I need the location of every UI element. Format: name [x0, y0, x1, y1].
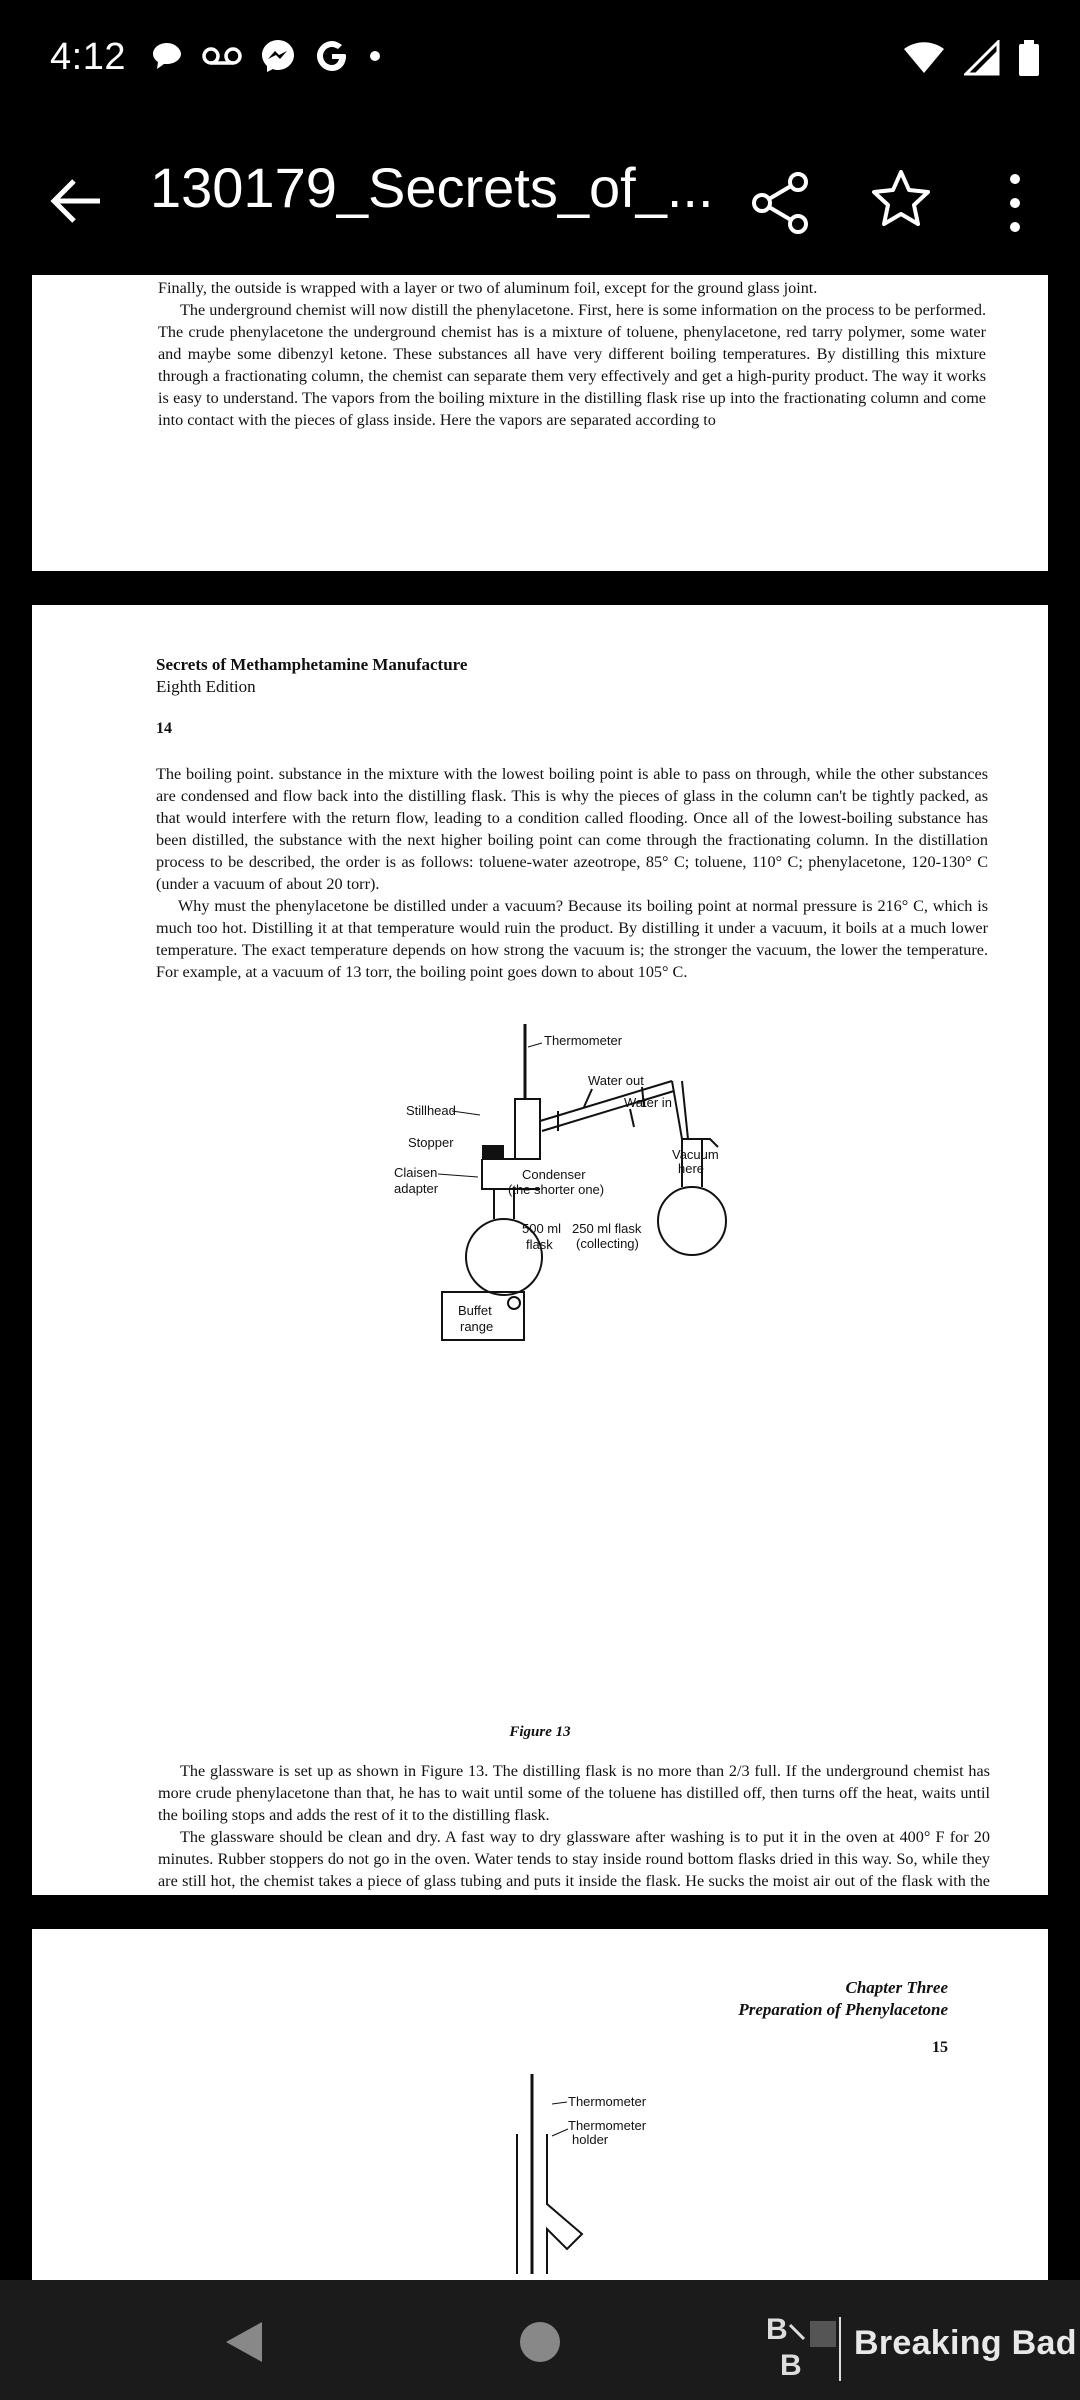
messenger-icon [260, 38, 296, 74]
pdf-page-15 [32, 1929, 1048, 2280]
label-thermometer: Thermometer [544, 1033, 623, 1048]
label-water-out: Water out [588, 1073, 644, 1088]
page-number: 14 [156, 720, 172, 737]
cell-signal-icon [964, 40, 1000, 76]
page-number: 15 [932, 2039, 948, 2056]
notification-icons [150, 38, 382, 74]
label-claisen: Claisen [394, 1165, 438, 1180]
label-vacuum: Vacuum [672, 1147, 719, 1162]
label-stillhead: Stillhead [406, 1103, 456, 1118]
pdf-page-14 [32, 605, 1048, 1895]
label-flask: flask [526, 1237, 553, 1252]
paragraph: Why must the phenylacetone be distilled under a vacuum? Because its boiling point at normal pressure is 216° C, which is much too hot. Distilling it at that temperature would ruin the product. By distilling it under a vacuum, it boils at a much lower temperature. The exact temperature depends on how strong the vacuum is; the stronger the vacuum, the lower the temperature. For example, at a vacuum of 13 torr, the boiling point goes down to about 105° C. [156, 897, 988, 981]
label-buffet: Buffet [458, 1303, 492, 1318]
more-vert-icon[interactable] [1000, 167, 1030, 239]
svg-text:B: B [780, 2349, 802, 2382]
system-icons [902, 40, 1040, 76]
distillation-apparatus-figure [382, 1019, 752, 1344]
label-holder-2: holder [572, 2132, 609, 2147]
label-here: here [678, 1161, 705, 1176]
app-bar [0, 125, 1080, 275]
label-collecting: (collecting) [576, 1236, 639, 1251]
back-triangle-icon[interactable] [222, 2320, 266, 2364]
page-text [158, 1760, 990, 1895]
chapter-number: Chapter Three [845, 1978, 948, 1997]
share-icon[interactable] [748, 170, 814, 236]
stillhead-thermometer-figure [472, 2074, 692, 2280]
status-bar [0, 0, 1080, 125]
paragraph: The underground chemist will now distill the phenylacetone. First, here is some information on the process to be performed. The crude phenylacetone the underground chemist has is a mixture of toluene, phenylacetone, red tarry polymer, some water and maybe some dibenzyl ketone. These substances all have very different boiling temperatures. By distilling this mixture through a fractionating column, the chemist can separate them very effectively and get a high-purity product. The way it works is easy to understand. The vapors from the boiling mixture in the distilling flask rise up into the fractionating column and come into contact with the pieces of glass inside. Here the vapors are separated according to [158, 301, 986, 429]
breaking-bad-logo-icon [764, 2303, 844, 2383]
label-condenser-note: (the shorter one) [508, 1182, 605, 1197]
document-title: 130179_Secrets_of_... [150, 156, 714, 219]
running-edition: Eighth Edition [156, 677, 256, 696]
home-circle-icon[interactable] [518, 2320, 562, 2364]
google-icon [314, 38, 350, 74]
pdf-page-13 [32, 275, 1048, 571]
label-stopper: Stopper [408, 1135, 454, 1150]
paragraph: The glassware should be clean and dry. A fast way to dry glassware after washing is to put it in the oven at 400° F for 20 minutes. Rubber stoppers do not go in the oven. Water tends to stay inside round bottom flasks dried in this way. So, while they are still hot, the chemist takes a piece of glass tubing and puts it inside the flask. He sucks the moist air out of the flask with the [158, 1828, 990, 1890]
watermark-text: Breaking Bad [854, 2323, 1077, 2362]
label-holder-1: Thermometer [568, 2118, 647, 2133]
dot-icon [368, 49, 382, 63]
label-water-in: Water in [624, 1095, 672, 1110]
paragraph: The glassware is set up as shown in Figure 13. The distilling flask is no more than 2/3 full. If the underground chemist has more crude phenylacetone than that, he has to wait until some of the toluene has distilled off, then turns off the heat, waits until the boiling stops and adds the rest of it to the distilling flask. [158, 1762, 990, 1824]
running-title: Secrets of Methamphetamine Manufacture [156, 655, 468, 674]
label-250ml: 250 ml flask [572, 1221, 642, 1236]
back-arrow-icon[interactable] [40, 165, 112, 237]
voicemail-icon [202, 44, 242, 68]
label-thermometer-c: Thermometer [568, 2094, 647, 2109]
navigation-bar [0, 2280, 1080, 2400]
wifi-icon [902, 41, 946, 75]
svg-text:B: B [766, 2313, 788, 2346]
chapter-heading [738, 1977, 948, 2021]
paragraph: Finally, the outside is wrapped with a layer or two of aluminum foil, except for the ground glass joint. [158, 279, 818, 297]
star-icon[interactable] [868, 167, 934, 233]
page-text [156, 763, 988, 983]
page-text [158, 277, 986, 431]
label-adapter: adapter [394, 1181, 439, 1196]
paragraph: The boiling point. substance in the mixture with the lowest boiling point is able to pass on through, while the other substances are condensed and flow back into the distilling flask. This is why the pieces of glass in the column can't be tightly packed, as that would interfere with the return flow, leading to a condition called flooding. Once all of the lowest-boiling substance has been distilled, the substance with the next higher boiling point can come through the fractionating column. In the distillation process to be described, the order is as follows: toluene-water azeotrope, 85° C; toluene, 110° C; phenylacetone, 120-130° C (under a vacuum of about 20 torr). [156, 765, 988, 893]
chapter-title: Preparation of Phenylacetone [738, 2000, 948, 2019]
status-time: 4:12 [50, 36, 126, 78]
battery-icon [1018, 40, 1040, 76]
watermark [764, 2300, 1077, 2386]
label-500ml: 500 ml [522, 1221, 562, 1236]
pdf-viewer[interactable] [0, 275, 1080, 2280]
label-range: range [460, 1319, 494, 1334]
figure-caption: Figure 13 [509, 1724, 571, 1740]
chat-bubble-icon [150, 39, 184, 73]
label-condenser: Condenser [522, 1167, 586, 1182]
